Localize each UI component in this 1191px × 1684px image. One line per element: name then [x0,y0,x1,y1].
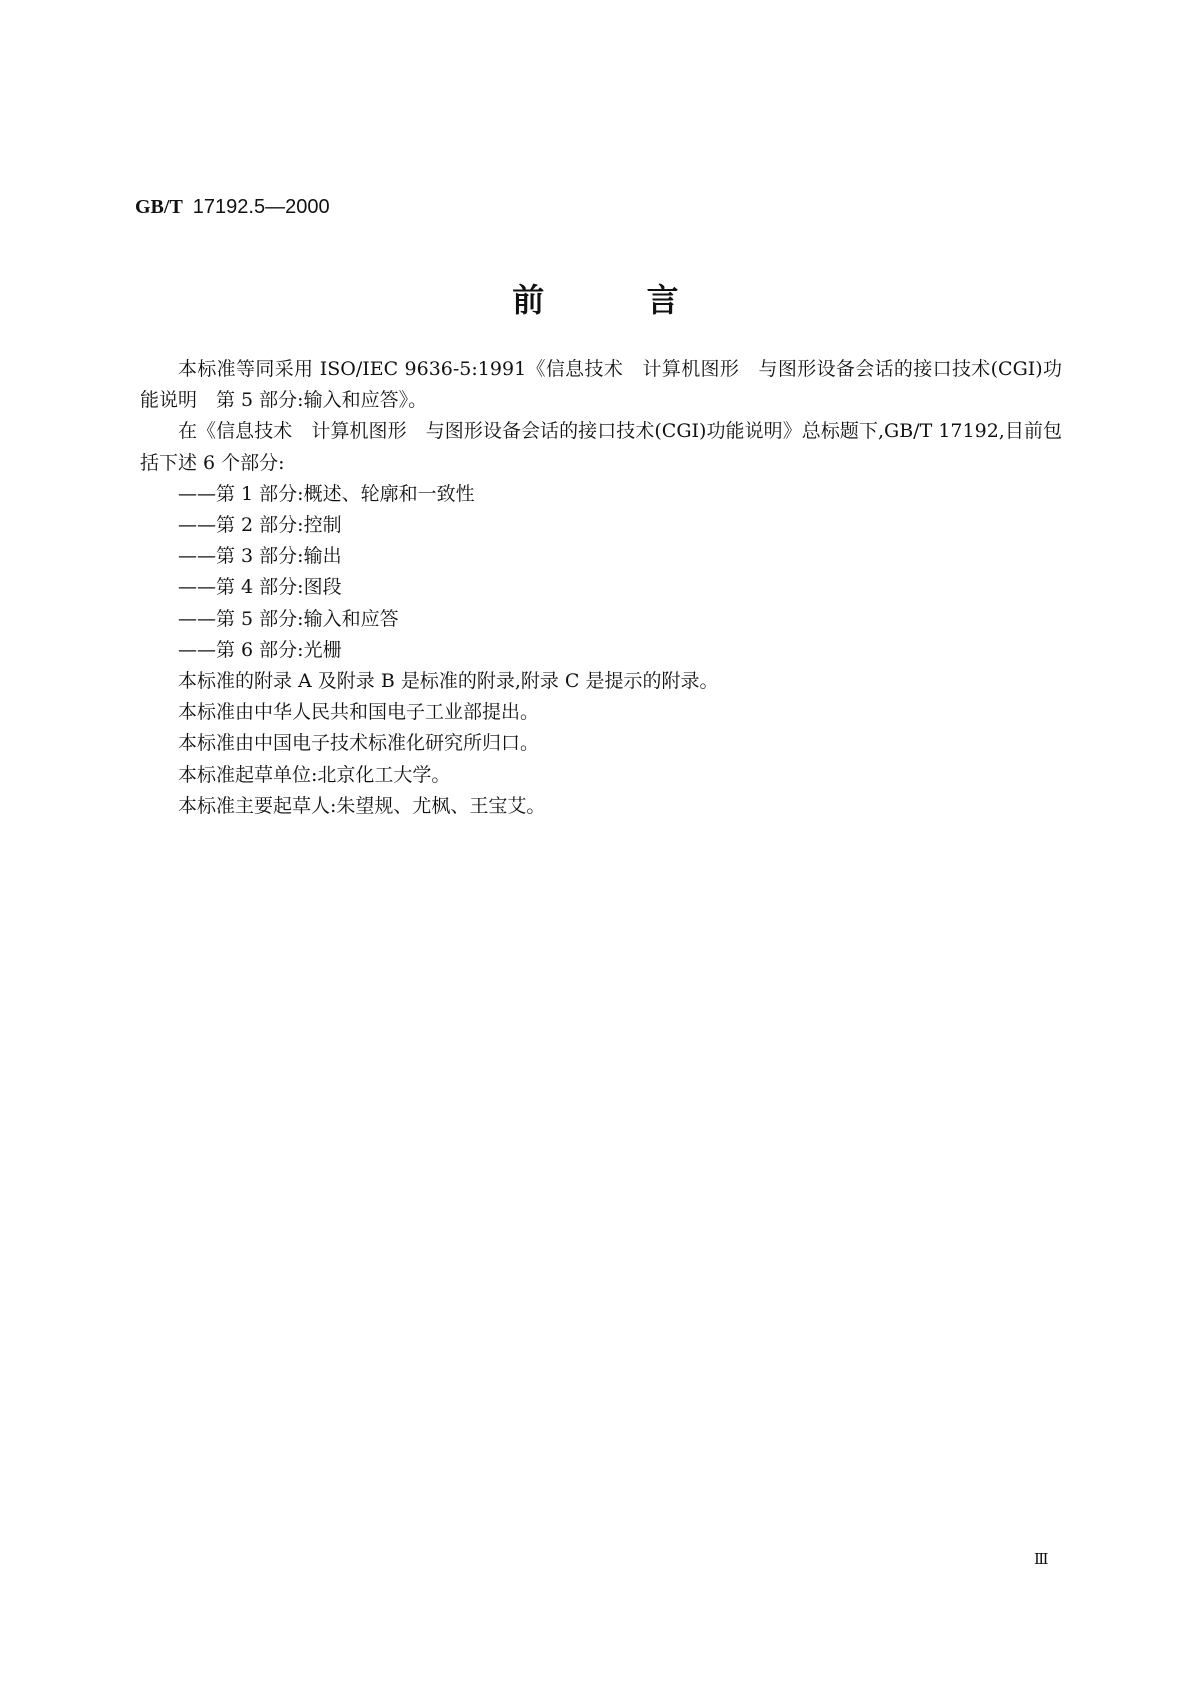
list-item: ——第 1 部分:概述、轮廓和一致性 [178,482,475,505]
list-item: ——第 3 部分:输出 [178,545,342,568]
page-title: 前言 [512,281,782,319]
paragraph-annexes: 本标准的附录 A 及附录 B 是标准的附录,附录 C 是提示的附录。 [178,670,719,693]
list-item: ——第 4 部分:图段 [178,576,342,599]
paragraph-series: 在《信息技术 计算机图形 与图形设备会话的接口技术(CGI)功能说明》总标题下,GB/T 17192,目前包括下述 6 个部分: [140,420,1062,474]
paragraph-adoption: 本标准等同采用 ISO/IEC 9636-5:1991《信息技术 计算机图形 与图形设备会话的接口技术(CGI)功能说明 第 5 部分:输入和应答》。 [140,358,1062,412]
paragraph-centralized: 本标准由中国电子技术标准化研究所归口。 [178,732,540,755]
paragraph-drafters: 本标准主要起草人:朱望规、尤枫、王宝艾。 [178,794,546,817]
standard-code-number: 17192.5—2000 [192,196,330,218]
standard-code [135,192,330,221]
standard-code-prefix: GB/T [135,196,183,218]
paragraph-drafting-unit: 本标准起草单位:北京化工大学。 [178,763,451,786]
list-item: ——第 2 部分:控制 [178,514,342,537]
list-item: ——第 5 部分:输入和应答 [178,607,399,630]
list-item: ——第 6 部分:光栅 [178,638,342,661]
foreword-body [140,354,1062,822]
page-number: Ⅲ [1034,1552,1049,1568]
parts-list [140,479,1062,666]
paragraph-proposer: 本标准由中华人民共和国电子工业部提出。 [178,701,540,724]
